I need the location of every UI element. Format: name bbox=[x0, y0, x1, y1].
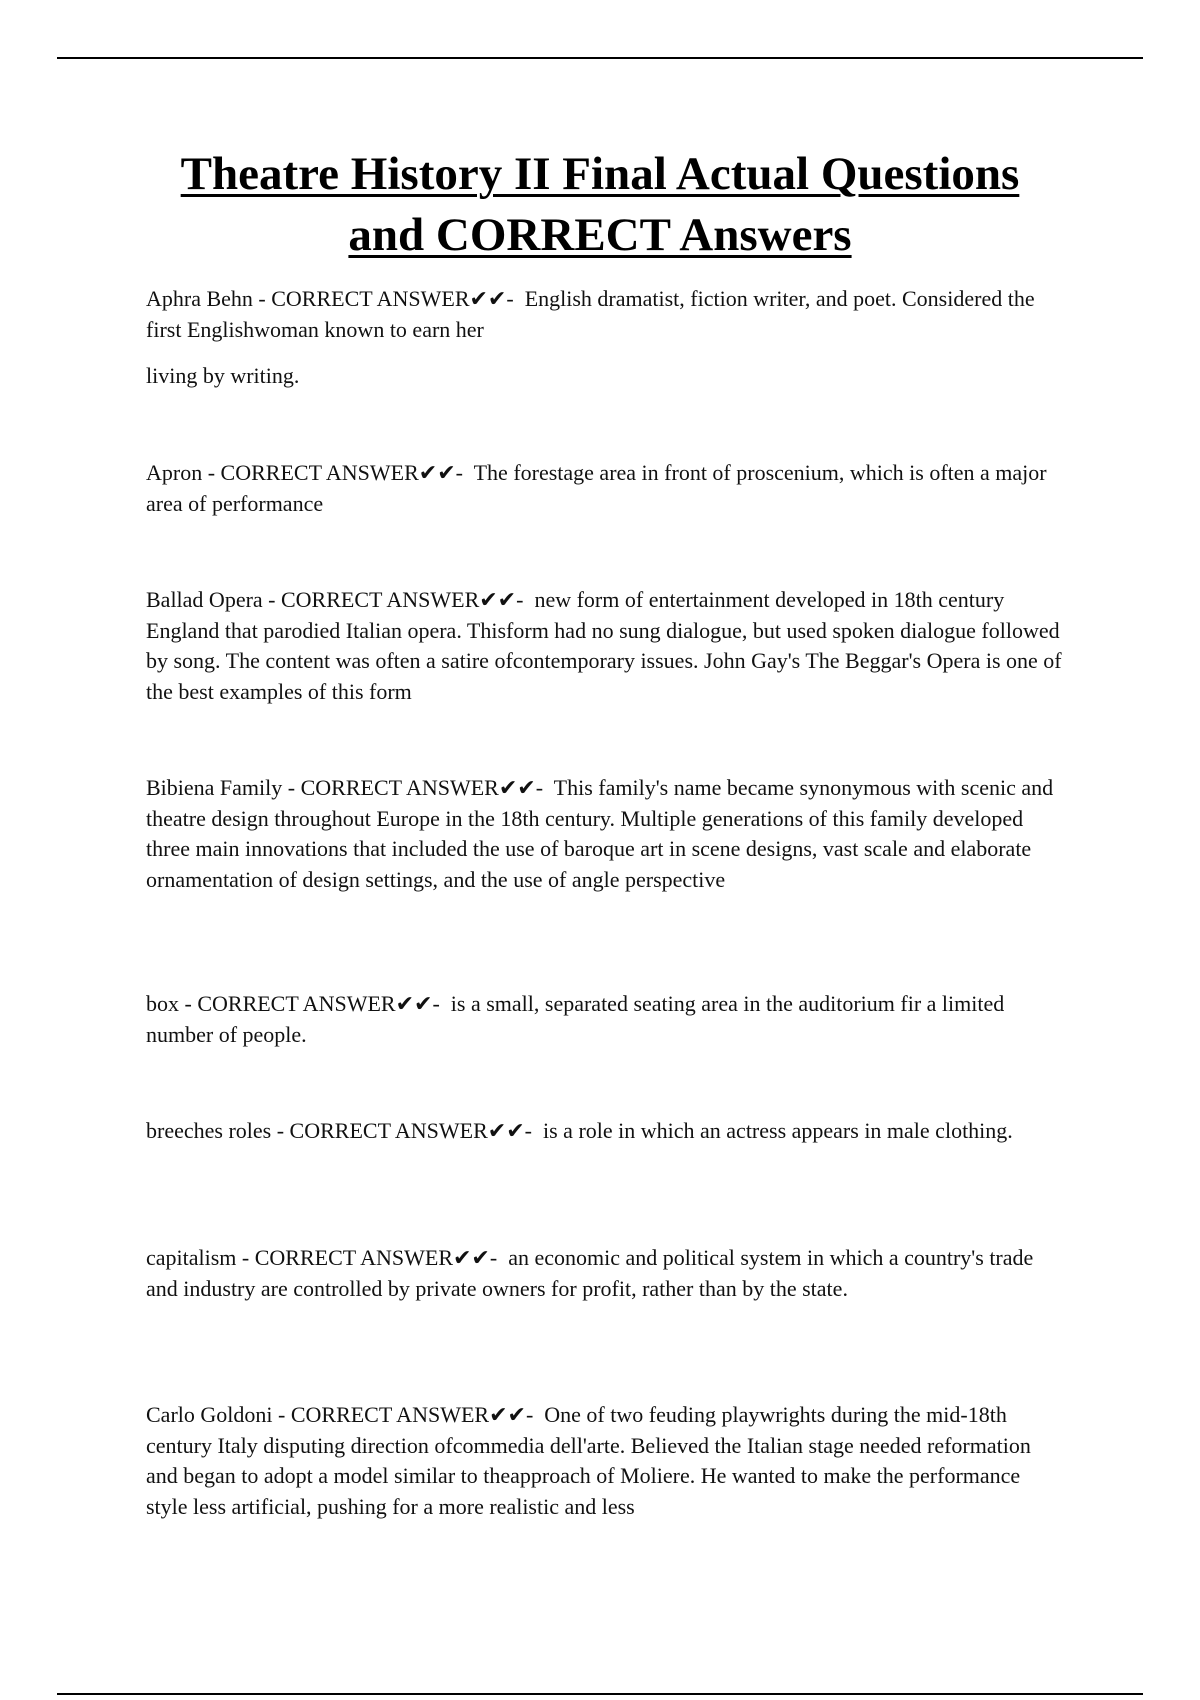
check-icon: ✔✔ bbox=[489, 1402, 526, 1427]
entry-apron: Apron - CORRECT ANSWER✔✔- The forestage area in front of proscenium, which is often a major area of performance bbox=[146, 460, 1047, 516]
title-line-1: Theatre History II Final Actual Questions bbox=[180, 148, 1020, 200]
check-icon: ✔✔ bbox=[453, 1245, 490, 1270]
entry-definition: The forestage area in front of proscenium, which is often a major area of performance bbox=[146, 460, 1047, 516]
entry-definition: English dramatist, fiction writer, and poet. Considered the first Englishwoman known to earn her bbox=[146, 286, 1035, 342]
entry-ballad-opera: Ballad Opera - CORRECT ANSWER✔✔- new form of entertainment developed in 18th century England that parodied Italian opera. Thisform had no sung dialogue, but used spoken dialogue followed by song. The content was often a satire ofcontemporary issues. John Gay's The Beggar's Opera is one of the best examples of this form bbox=[146, 587, 1062, 704]
entry-definition: is a small, separated seating area in the auditorium fir a limited number of people. bbox=[146, 991, 1005, 1047]
entry-definition: One of two feuding playwrights during the mid-18th century Italy disputing direction ofcommedia dell'arte. Believed the Italian stage needed reformation and began to adopt a model similar to theapproach of Moliere. He wanted to make the performance style less artificial, pushing for a more realistic and less bbox=[146, 1402, 1031, 1519]
entry-term: Carlo Goldoni bbox=[146, 1402, 273, 1427]
entry-box: box - CORRECT ANSWER✔✔- is a small, separated seating area in the auditorium fir a limited number of people. bbox=[146, 991, 1005, 1047]
entry-definition: This family's name became synonymous with scenic and theatre design throughout Europe in the 18th century. Multiple generations of this family developed three main innovations that included the use of baroque art in scene designs, vast scale and elaborate ornamentation of design settings, and the use of angle perspective bbox=[146, 775, 1054, 892]
entry-continuation: living by writing. bbox=[146, 363, 300, 388]
answer-marker: CORRECT ANSWER bbox=[254, 1245, 453, 1270]
entry-definition: an economic and political system in which a country's trade and industry are controlled by private owners for profit, rather than by the state. bbox=[146, 1245, 1034, 1301]
entry-term: Apron bbox=[146, 460, 203, 485]
entry-term: breeches roles bbox=[146, 1118, 272, 1143]
entry-bibiena-family: Bibiena Family - CORRECT ANSWER✔✔- This family's name became synonymous with scenic and theatre design throughout Europe in the 18th century. Multiple generations of this family developed three main innovations that included the use of baroque art in scene designs, vast scale and elaborate ornamentation of design settings, and the use of angle perspective bbox=[146, 775, 1054, 892]
check-icon: ✔✔ bbox=[395, 991, 433, 1016]
answer-marker: CORRECT ANSWER bbox=[220, 460, 419, 485]
footer-rule bbox=[57, 1693, 1143, 1695]
entry-aphra-behn: Aphra Behn - CORRECT ANSWER✔✔- English dramatist, fiction writer, and poet. Considered the first Englishwoman known to earn her living by writing. bbox=[146, 284, 1066, 392]
entry-carlo-goldoni: Carlo Goldoni - CORRECT ANSWER✔✔- One of two feuding playwrights during the mid-18th century Italy disputing direction ofcommedia dell'arte. Believed the Italian stage needed reformation and began to adopt a model similar to theapproach of Moliere. He wanted to make the performance style less artificial, pushing for a more realistic and less bbox=[146, 1402, 1031, 1519]
answer-marker: CORRECT ANSWER bbox=[289, 1118, 488, 1143]
entry-term: box bbox=[146, 991, 179, 1016]
answer-marker: CORRECT ANSWER bbox=[271, 286, 470, 311]
answer-marker: CORRECT ANSWER bbox=[300, 775, 499, 800]
check-icon: ✔✔ bbox=[479, 587, 517, 612]
entry-term: Ballad Opera bbox=[146, 587, 263, 612]
title-line-2: and CORRECT Answers bbox=[348, 209, 852, 261]
check-icon: ✔✔ bbox=[487, 1118, 525, 1143]
document-title bbox=[60, 144, 1140, 266]
answer-marker: CORRECT ANSWER bbox=[281, 587, 480, 612]
entry-breeches-roles: breeches roles - CORRECT ANSWER✔✔- is a role in which an actress appears in male clothing. bbox=[146, 1118, 1013, 1143]
entry-capitalism: capitalism - CORRECT ANSWER✔✔- an economic and political system in which a country's trade and industry are controlled by private owners for profit, rather than by the state. bbox=[146, 1245, 1034, 1301]
entry-definition: is a role in which an actress appears in male clothing. bbox=[543, 1118, 1013, 1143]
check-icon: ✔✔ bbox=[469, 286, 507, 311]
check-icon: ✔✔ bbox=[418, 460, 456, 485]
entry-term: Aphra Behn bbox=[146, 286, 253, 311]
answer-marker: CORRECT ANSWER bbox=[197, 991, 396, 1016]
entry-term: Bibiena Family bbox=[146, 775, 283, 800]
header-rule bbox=[57, 57, 1143, 59]
answer-marker: CORRECT ANSWER bbox=[290, 1402, 490, 1427]
entry-definition: new form of entertainment developed in 18th century England that parodied Italian opera. Thisform had no sung dialogue, but used spoken dialogue followed by song. The content was often a satire ofcontemporary issues. John Gay's The Beggar's Opera is one of the best examples of this form bbox=[146, 587, 1062, 704]
entry-term: capitalism bbox=[146, 1245, 237, 1270]
check-icon: ✔✔ bbox=[498, 775, 536, 800]
